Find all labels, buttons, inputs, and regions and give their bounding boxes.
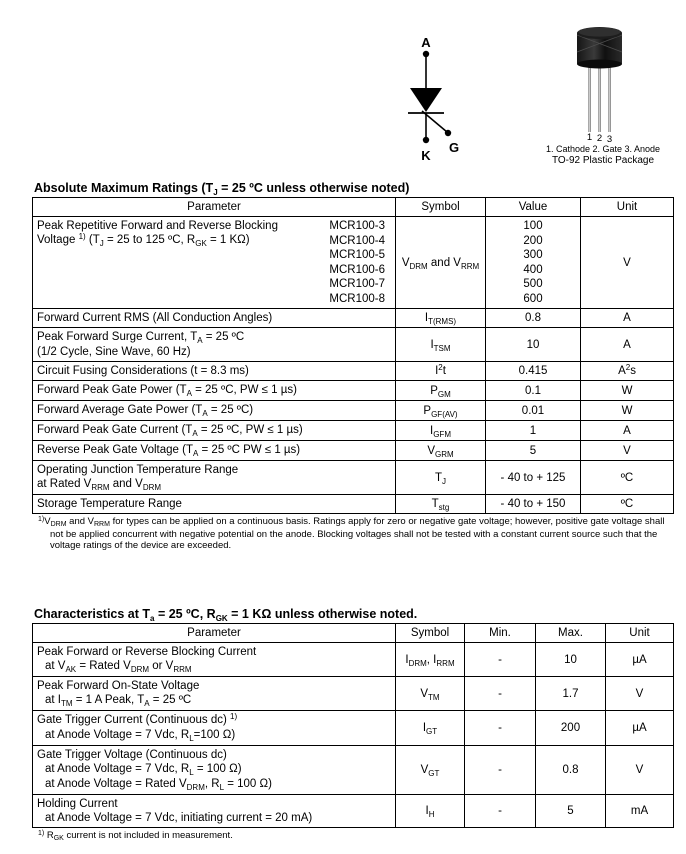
t2r3-l3-mid: , R <box>204 778 220 790</box>
t2r3-sym-sub1: GT <box>428 769 440 778</box>
t1r7-value: 5 <box>486 441 581 461</box>
cathode-label-text: K <box>421 148 431 163</box>
t2r4-unit: mA <box>606 795 674 828</box>
t1r0-parameter <box>33 217 396 309</box>
value-item: 500 <box>523 278 543 290</box>
t2r4-param-line1: Holding Current <box>37 798 118 810</box>
t2-fn-text: current is not included in measurement. <box>63 830 233 841</box>
t2r3-param-line1: Gate Trigger Voltage (Continuous dc) <box>37 749 227 761</box>
t2r3-l2-tail: = 100 Ω) <box>193 763 242 775</box>
package-pinout-text: 1. Cathode 2. Gate 3. Anode <box>545 144 661 154</box>
part-number: MCR100-8 <box>329 292 385 305</box>
t1r8-param-line2 <box>37 477 391 492</box>
table1-header-row <box>33 198 674 217</box>
t2r0-l2-mid: = Rated V <box>76 660 131 672</box>
t1r0-l2-sub1: J <box>99 239 104 248</box>
t2r0-l2-mid2: or V <box>149 660 174 672</box>
t2r0-unit: µA <box>606 643 674 677</box>
value-item: 300 <box>523 249 543 261</box>
thyristor-triangle <box>410 88 442 112</box>
t1r4-parameter <box>33 381 396 401</box>
t1r3-value: 0.415 <box>486 362 581 381</box>
t1r2-l1-sub: A <box>197 336 203 345</box>
t2r2-param-line1 <box>37 713 391 728</box>
value-item: 600 <box>523 292 543 305</box>
t1r9-sym-pre: T <box>431 498 439 510</box>
t2r2-l1-sup: 1) <box>230 712 238 721</box>
to92-package-figure <box>528 26 678 176</box>
t1r3-symbol <box>396 362 486 381</box>
characteristics-block <box>32 607 677 843</box>
t1r4-symbol <box>396 381 486 401</box>
t2r4-max: 5 <box>536 795 606 828</box>
t1r7-sub: A <box>192 449 199 458</box>
value-item: 200 <box>523 234 543 247</box>
table1-footnote <box>32 514 673 552</box>
t1r0-l2-tail: = 1 KΩ) <box>206 234 250 246</box>
t1r6-parameter <box>33 421 396 441</box>
t1r8-l2-sub2: DRM <box>142 483 162 492</box>
t1r2-sym-sub1: TSM <box>433 343 451 353</box>
t2r3-max: 0.8 <box>536 746 606 795</box>
t2r0-min: - <box>465 643 536 677</box>
t1r7-sym-pre: V <box>427 444 435 457</box>
t2r3-l2-sub1: L <box>189 768 194 777</box>
part-number: MCR100-4 <box>329 234 385 247</box>
t1r3-parameter: Circuit Fusing Considerations (t = 8.3 ms) <box>33 362 396 381</box>
t1-fn-mid: and V <box>66 516 94 527</box>
table2-header-min: Min. <box>465 624 536 643</box>
t1r0-symbol <box>396 217 486 309</box>
t2r4-symbol <box>396 795 465 828</box>
t1r5-parameter <box>33 401 396 421</box>
t2r3-l3-sub1: DRM <box>186 783 205 792</box>
t1r1-value: 0.8 <box>486 309 581 328</box>
t1r3-unit <box>581 362 674 381</box>
table2-header-symbol: Symbol <box>396 624 465 643</box>
t2r0-l2-pre: at V <box>45 660 66 672</box>
table-row <box>33 711 674 746</box>
part-number: MCR100-5 <box>329 249 385 261</box>
t1r5-pre: Forward Average Gate Power (T <box>37 404 203 416</box>
pin-3-label: 3 <box>606 134 613 142</box>
t1-fn-pre: V <box>44 516 51 527</box>
gate-terminal-dot <box>445 130 451 136</box>
t1r0-l2-mid2: = 25 to 125 ºC, R <box>103 234 196 246</box>
t1r0-part-number-list <box>329 219 391 306</box>
t1r0-l2-pre: Voltage <box>37 234 79 246</box>
t2r2-min: - <box>465 711 536 746</box>
table-row <box>33 362 674 381</box>
t1r5-value: 0.01 <box>486 401 581 421</box>
t1r1-parameter: Forward Current RMS (All Conduction Angles) <box>33 309 396 328</box>
t1r0-value <box>486 217 581 309</box>
t1r0-param-line1: Peak Repetitive Forward and Reverse Blocking <box>37 220 278 232</box>
t1r2-param-line2: (1/2 Cycle, Sine Wave, 60 Hz) <box>37 346 191 358</box>
t1r8-parameter <box>33 461 396 495</box>
table-row <box>33 309 674 328</box>
pin-1-label: 1 <box>586 132 593 142</box>
table-row <box>33 461 674 495</box>
t2r1-l2-mid: = 1 A Peak, T <box>72 694 145 706</box>
table-row <box>33 441 674 461</box>
t2r3-symbol <box>396 746 465 795</box>
t1r8-l2-sub1: RRM <box>91 483 110 492</box>
gate-label-text: G <box>448 140 460 155</box>
table-row <box>33 495 674 514</box>
t1r3-unit-pre: A <box>618 365 626 377</box>
package-caption <box>528 143 678 167</box>
t2-fn-pre: R <box>44 830 54 841</box>
t2r2-unit: µA <box>606 711 674 746</box>
t2r4-min: - <box>465 795 536 828</box>
t2-fn-sub1: GK <box>53 835 64 842</box>
t2r2-sym-pre: I <box>422 722 427 734</box>
t2r1-unit: V <box>606 677 674 711</box>
t1r2-l1-tail: = 25 ºC <box>202 331 245 343</box>
value-item: 400 <box>523 263 543 276</box>
t1r2-sym-pre: I <box>430 338 434 351</box>
t2r2-l2-tail: =100 Ω) <box>193 729 236 741</box>
t1r7-unit: V <box>581 441 674 461</box>
t1r2-l1-pre: Peak Forward Surge Current, T <box>37 331 198 343</box>
t2r2-symbol <box>396 711 465 746</box>
t1r5-symbol <box>396 401 486 421</box>
t2r0-max: 10 <box>536 643 606 677</box>
t1r7-tail: = 25 ºC PW ≤ 1 µs) <box>198 444 301 456</box>
t2r1-l2-sub2: A <box>144 699 150 708</box>
t1r8-l2-mid: and V <box>109 478 143 490</box>
t1r5-sym-sub1: GF(AV) <box>431 409 458 419</box>
table1-header-unit: Unit <box>581 198 674 217</box>
t1r0-l2-sup: 1) <box>78 232 86 241</box>
t2r1-symbol <box>396 677 465 711</box>
t2r3-l2-pre: at Anode Voltage = 7 Vdc, R <box>45 763 190 775</box>
table-row <box>33 381 674 401</box>
t1r8-l2-pre: at Rated V <box>37 478 92 490</box>
scr-thyristor-symbol <box>392 32 512 172</box>
t2r2-l2-sub1: L <box>189 734 194 743</box>
t1r0-l2-mid: (T <box>85 234 100 246</box>
t2r1-param-line2 <box>37 693 191 708</box>
t2r3-min: - <box>465 746 536 795</box>
t1-fn-text: for types can be applied on a continuous basis. Ratings apply for zero or negative gate voltage; however, positive gate voltage shall not be applied concurrent with negative potential on the anode. Blocking voltages shall not be tested with a constant current source such that the voltage ratings of the device are exceeded. <box>50 516 665 551</box>
table-row <box>33 217 674 309</box>
absolute-maximum-ratings-title <box>32 181 677 197</box>
t2r3-parameter <box>33 746 396 795</box>
t1r2-parameter <box>33 328 396 362</box>
char-title-mid: = 25 ºC, R <box>154 607 216 621</box>
table2-header-parameter: Parameter <box>33 624 396 643</box>
figures-area <box>0 0 686 178</box>
t1-fn-sup: 1) <box>38 516 45 523</box>
table-row <box>33 401 674 421</box>
t2r0-sym-sub2: RRM <box>436 658 455 668</box>
t2r0-symbol <box>396 643 465 677</box>
t2r1-l2-sub1: TM <box>60 699 73 708</box>
t2r2-param-line2 <box>37 728 235 743</box>
t1r8-sym-pre: T <box>434 471 443 484</box>
t1r0-l2-sub2: GK <box>195 239 207 248</box>
table-row <box>33 795 674 828</box>
t1r1-sym-pre: I <box>424 312 429 324</box>
t1r4-pre: Forward Peak Gate Power (T <box>37 384 187 396</box>
t1r5-unit: W <box>581 401 674 421</box>
table2-header-max: Max. <box>536 624 606 643</box>
absolute-maximum-ratings-block <box>32 181 677 552</box>
t1r7-pre: Reverse Peak Gate Voltage (T <box>37 444 193 456</box>
t2r1-param-line1: Peak Forward On-State Voltage <box>37 680 200 692</box>
lead-2 <box>598 60 601 132</box>
t1r4-unit: W <box>581 381 674 401</box>
t1r1-unit: A <box>581 309 674 328</box>
t1r8-sym-sub1: J <box>442 476 447 486</box>
t1r0-sym-mid: and V <box>427 256 461 269</box>
part-number: MCR100-6 <box>329 263 385 276</box>
t1r8-symbol <box>396 461 486 495</box>
table1-header-value: Value <box>486 198 581 217</box>
table-row <box>33 421 674 441</box>
t2r1-max: 1.7 <box>536 677 606 711</box>
table2-footnote <box>32 828 673 843</box>
t2r4-sym-sub1: H <box>428 810 435 819</box>
t1r2-symbol <box>396 328 486 362</box>
characteristics-table <box>32 623 674 828</box>
t1r6-tail: = 25 ºC, PW ≤ 1 µs) <box>197 424 303 436</box>
characteristics-title <box>32 607 677 623</box>
char-title-sub: a <box>150 614 155 623</box>
t1r8-param-line1: Operating Junction Temperature Range <box>37 464 239 476</box>
t1r2-unit: A <box>581 328 674 362</box>
lead-3 <box>608 60 611 132</box>
pin-2-label: 2 <box>596 133 603 142</box>
t1r3-sym-pre: I <box>435 365 439 377</box>
t2r3-unit: V <box>606 746 674 795</box>
char-title-tail: = 1 KΩ unless otherwise noted. <box>227 607 418 621</box>
t1r2-value: 10 <box>486 328 581 362</box>
t1r9-value: - 40 to + 150 <box>486 495 581 514</box>
t1-fn-sub2: RRM <box>94 521 110 528</box>
t1r5-sub: A <box>202 409 208 418</box>
t2r2-l1-text: Gate Trigger Current (Continuous dc) <box>37 714 231 726</box>
t1r4-sym-pre: P <box>430 384 438 397</box>
t2r0-l2-sub1: AK <box>65 665 77 674</box>
part-number: MCR100-7 <box>329 278 385 290</box>
t1r3-unit-tail: s <box>630 365 636 377</box>
t2r1-parameter <box>33 677 396 711</box>
amr-title-lead: Absolute Maximum Ratings (T <box>34 181 214 195</box>
t1r3-unit-sup: 2 <box>625 363 631 372</box>
t1r6-pre: Forward Peak Gate Current (T <box>37 424 193 436</box>
table-row <box>33 746 674 795</box>
char-title-sub2: GK <box>215 614 228 623</box>
t2r3-l3-pre: at Anode Voltage = Rated V <box>45 778 187 790</box>
t1r0-sym-sub1: DRM <box>409 261 428 271</box>
t1r7-symbol <box>396 441 486 461</box>
t1r9-unit: ºC <box>581 495 674 514</box>
t2r0-l2-sub2: DRM <box>130 665 150 674</box>
t2r0-sym-pre: I <box>405 653 409 666</box>
t2r3-sym-pre: V <box>420 764 429 776</box>
char-title-lead: Characteristics at T <box>34 607 151 621</box>
t2r3-param-line3 <box>37 777 272 792</box>
t1r8-unit: ºC <box>581 461 674 495</box>
t2r0-parameter <box>33 643 396 677</box>
t1r4-value: 0.1 <box>486 381 581 401</box>
t2r4-parameter <box>33 795 396 828</box>
t1r4-sym-sub1: GM <box>437 389 451 399</box>
t2r1-l2-pre: at I <box>45 694 61 706</box>
t1r6-sub: A <box>192 429 198 438</box>
t1r4-sub: A <box>186 389 192 398</box>
t2r1-min: - <box>465 677 536 711</box>
value-item: 100 <box>523 220 543 232</box>
table2-header-unit: Unit <box>606 624 674 643</box>
t2r2-max: 200 <box>536 711 606 746</box>
t2-fn-sup: 1) <box>38 830 45 837</box>
t2r2-sym-sub1: GT <box>426 727 438 736</box>
t1r3-sym-sup: 2 <box>438 363 443 372</box>
t2r3-l3-tail: = 100 Ω) <box>224 778 272 790</box>
t1r7-parameter <box>33 441 396 461</box>
absolute-maximum-ratings-table <box>32 197 674 514</box>
table1-header-parameter: Parameter <box>33 198 396 217</box>
t1r6-sym-pre: I <box>430 424 434 437</box>
t1r9-sym-sub1: stg <box>438 503 450 512</box>
anode-label-text: A <box>421 35 431 50</box>
t1r6-symbol <box>396 421 486 441</box>
cathode-terminal-dot <box>423 137 429 143</box>
package-type-text: TO-92 Plastic Package <box>551 155 655 166</box>
t2r2-l2-pre: at Anode Voltage = 7 Vdc, R <box>45 729 190 741</box>
t2r0-sym-mid: , I <box>426 653 437 666</box>
t1-fn-sub1: DRM <box>50 521 67 528</box>
t2r4-sym-pre: I <box>425 805 429 817</box>
t1r1-symbol <box>396 309 486 328</box>
t2r1-l2-tail: = 25 ºC <box>149 694 192 706</box>
t1r4-tail: = 25 ºC, PW ≤ 1 µs) <box>191 384 297 396</box>
table-row <box>33 677 674 711</box>
t2r3-l3-sub2: L <box>219 783 225 792</box>
t2r0-sym-sub1: DRM <box>408 658 427 668</box>
t1r5-tail: = 25 ºC) <box>207 404 254 416</box>
t1r6-unit: A <box>581 421 674 441</box>
part-number: MCR100-3 <box>329 220 385 232</box>
t1r6-sym-sub1: GFM <box>433 429 451 439</box>
t1r1-sym-sub1: T(RMS) <box>428 317 457 326</box>
t2r2-parameter <box>33 711 396 746</box>
t1r0-sym-pre: V <box>401 256 410 269</box>
table2-header-row <box>33 624 674 643</box>
table-row <box>33 643 674 677</box>
t1r5-sym-pre: P <box>423 404 432 417</box>
t2r3-param-line2 <box>37 762 242 777</box>
t1r7-sym-sub1: GRM <box>435 449 454 459</box>
t1r9-symbol <box>396 495 486 514</box>
t1r2-param-line1 <box>37 330 391 345</box>
t1r8-value: - 40 to + 125 <box>486 461 581 495</box>
t1r3-sym-tail: t <box>442 365 446 377</box>
t2r1-sym-pre: V <box>420 687 429 700</box>
t1r9-parameter: Storage Temperature Range <box>33 495 396 514</box>
amr-title-sub: J <box>213 188 218 197</box>
t1r0-sym-sub2: RRM <box>460 261 480 271</box>
t2r1-sym-sub1: TM <box>428 692 440 702</box>
t1r6-value: 1 <box>486 421 581 441</box>
t2r0-param-line1: Peak Forward or Reverse Blocking Current <box>37 646 257 658</box>
amr-title-tail: = 25 ºC unless otherwise noted) <box>217 181 410 195</box>
table1-header-symbol: Symbol <box>396 198 486 217</box>
t2r4-param-line2: at Anode Voltage = 7 Vdc, initiating current = 20 mA) <box>45 812 313 824</box>
t2r0-l2-sub3: RRM <box>173 665 192 674</box>
table-row <box>33 328 674 362</box>
t2r0-param-line2 <box>37 659 192 674</box>
t1r0-unit: V <box>581 217 674 309</box>
lead-1 <box>588 60 591 132</box>
